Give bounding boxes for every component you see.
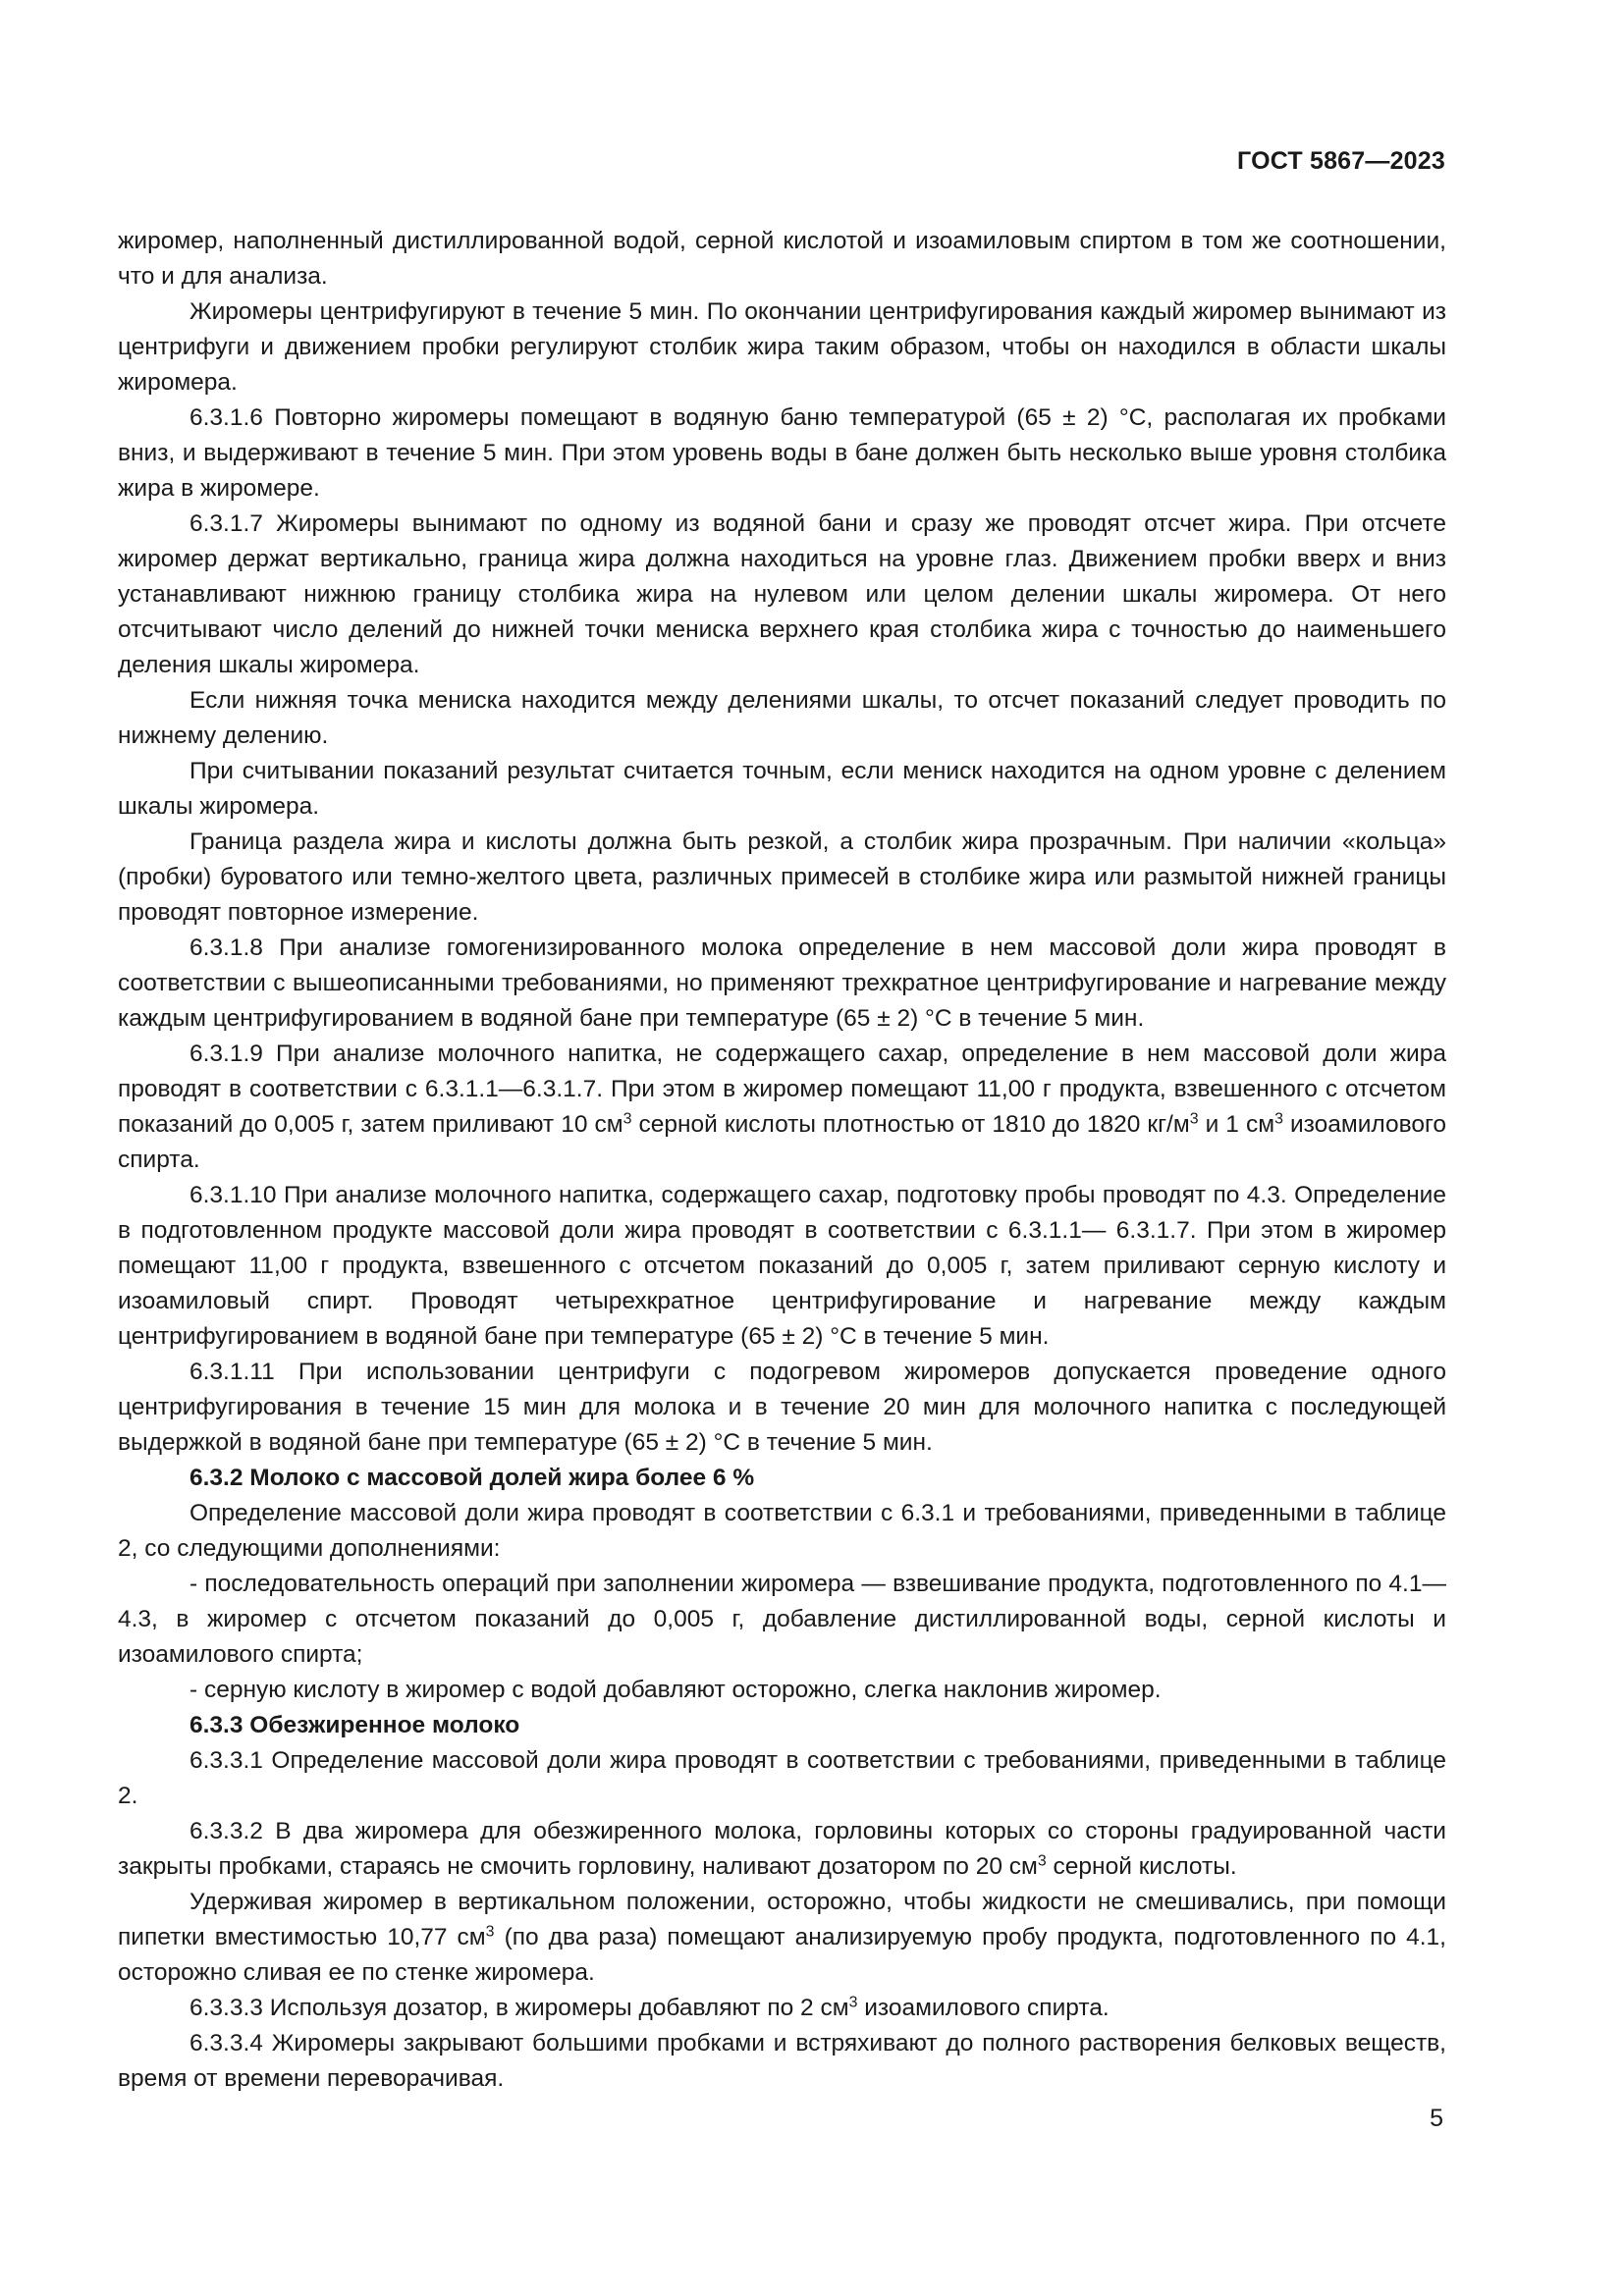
paragraph: 6.3.1.8 При анализе гомогенизированного молока определение в нем массовой доли жира проводят в соответствии с вышеописанными требованиями, но применяют трехкратное центрифугирование и нагревание между каждым центрифугированием в водяной бане при температуре (65 ± 2) °С в течение 5 мин. <box>118 934 1446 1032</box>
section-heading: 6.3.2 Молоко с массовой долей жира более 6 % <box>189 1465 755 1491</box>
paragraph: Жиромеры центрифугируют в течение 5 мин. По окончании центрифугирования каждый жиромер вынимают из центрифуги и движением пробки регулируют столбик жира таким образом, чтобы он находился в области шкалы жиромера. <box>118 298 1446 396</box>
paragraph: 6.3.3.3 Используя дозатор, в жиромеры добавляют по 2 $см^3$ изоамилового спирта. <box>189 1994 1110 2021</box>
paragraph: Удерживая жиромер в вертикальном положении, осторожно, чтобы жидкости не смешивались, при помощи пипетки вместимостью 10,77 $см^3$ (по два раза) помещают анализируемую пробу продукта, подготовленного по 4.1, осторожно сливая ее по стенке жиромера. <box>118 1889 1446 1986</box>
paragraph: 6.3.3.4 Жиромеры закрывают большими пробками и встряхивают до полного растворения белковых веществ, время от времени переворачивая. <box>118 2030 1446 2092</box>
paragraph: Если нижняя точка мениска находится между делениями шкалы, то отсчет показаний следует проводить по нижнему делению. <box>118 687 1446 749</box>
paragraph: 6.3.3.1 Определение массовой доли жира проводят в соответствии с требованиями, приведенными в таблице 2. <box>118 1747 1446 1809</box>
paragraph: - последовательность операций при заполнении жиромера — взвешивание продукта, подготовленного по 4.1—4.3, в жиромер с отсчетом показаний до 0,005 г, добавление дистиллированной воды, серной кислоты и изоамилового спирта; <box>118 1571 1446 1668</box>
paragraph: 6.3.1.9 При анализе молочного напитка, не содержащего сахар, определение в нем массовой доли жира проводят в соответствии с 6.3.1.1—6.3.1.7. При этом в жиромер помещают 11,00 г продукта, взвешенного с отсчетом показаний до 0,005 г, затем приливают 10 $см^3$ серной кислоты плотностью от 1810 до 1820 $кг/м^3$ и 1 $см^3$ изоамилового спирта. <box>118 1041 1446 1173</box>
paragraph: 6.3.3.2 В два жиромера для обезжиренного молока, горловины которых со стороны градуированной части закрыты пробками, стараясь не смочить горловину, наливают дозатором по 20 $см^3$ серной кислоты. <box>118 1818 1446 1880</box>
paragraph: Граница раздела жира и кислоты должна быть резкой, а столбик жира прозрачным. При наличии «кольца» (пробки) буроватого или темно-желтого цвета, различных примесей в столбике жира или размытой нижней границы проводят повторное измерение. <box>118 828 1446 926</box>
paragraph: 6.3.1.11 При использовании центрифуги с подогревом жиромеров допускается проведение одного центрифугирования в течение 15 мин для молока и в течение 20 мин для молочного напитка с последующей выдержкой в водяной бане при температуре (65 ± 2) °С в течение 5 мин. <box>118 1359 1446 1456</box>
paragraph: 6.3.1.10 При анализе молочного напитка, содержащего сахар, подготовку пробы проводят по 4.3. Определение в подготовленном продукте массовой доли жира проводят в соответствии с 6.3.1.1— 6.3.1.7. При этом в жиромер помещают 11,00 г продукта, взвешенного с отсчетом показаний до 0,005 г, затем приливают серную кислоту и изоамиловый спирт. Проводят четырехкратное центрифугирование и нагревание между каждым центрифугированием в водяной бане при температуре (65 ± 2) °С в течение 5 мин. <box>118 1182 1446 1350</box>
standard-header: ГОСТ 5867—2023 <box>1237 147 1445 175</box>
paragraph: жиромер, наполненный дистиллированной водой, серной кислотой и изоамиловым спиртом в том же соотношении, что и для анализа. <box>118 228 1446 290</box>
page-number: 5 <box>1430 2105 1443 2132</box>
paragraph: 6.3.1.6 Повторно жиромеры помещают в водяную баню температурой (65 ± 2) °С, располагая их пробками вниз, и выдерживают в течение 5 мин. При этом уровень воды в бане должен быть несколько выше уровня столбика жира в жиромере. <box>118 404 1446 502</box>
paragraph: При считывании показаний результат считается точным, если мениск находится на одном уровне с делением шкалы жиромера. <box>118 758 1446 820</box>
paragraph: - серную кислоту в жиромер с водой добавляют осторожно, слегка наклонив жиромер. <box>189 1677 1162 1703</box>
paragraph: Определение массовой доли жира проводят в соответствии с 6.3.1 и требованиями, приведенными в таблице 2, со следующими дополнениями: <box>118 1500 1446 1562</box>
section-heading: 6.3.3 Обезжиренное молоко <box>189 1712 520 1738</box>
paragraph: 6.3.1.7 Жиромеры вынимают по одному из водяной бани и сразу же проводят отсчет жира. При отсчете жиромер держат вертикально, граница жира должна находиться на уровне глаз. Движением пробки вверх и вниз устанавливают нижнюю границу столбика жира на нулевом или целом делении шкалы жиромера. От него отсчитывают число делений до нижней точки мениска верхнего края столбика жира с точностью до наименьшего деления шкалы жиромера. <box>118 510 1446 678</box>
body-text <box>118 224 1446 2097</box>
